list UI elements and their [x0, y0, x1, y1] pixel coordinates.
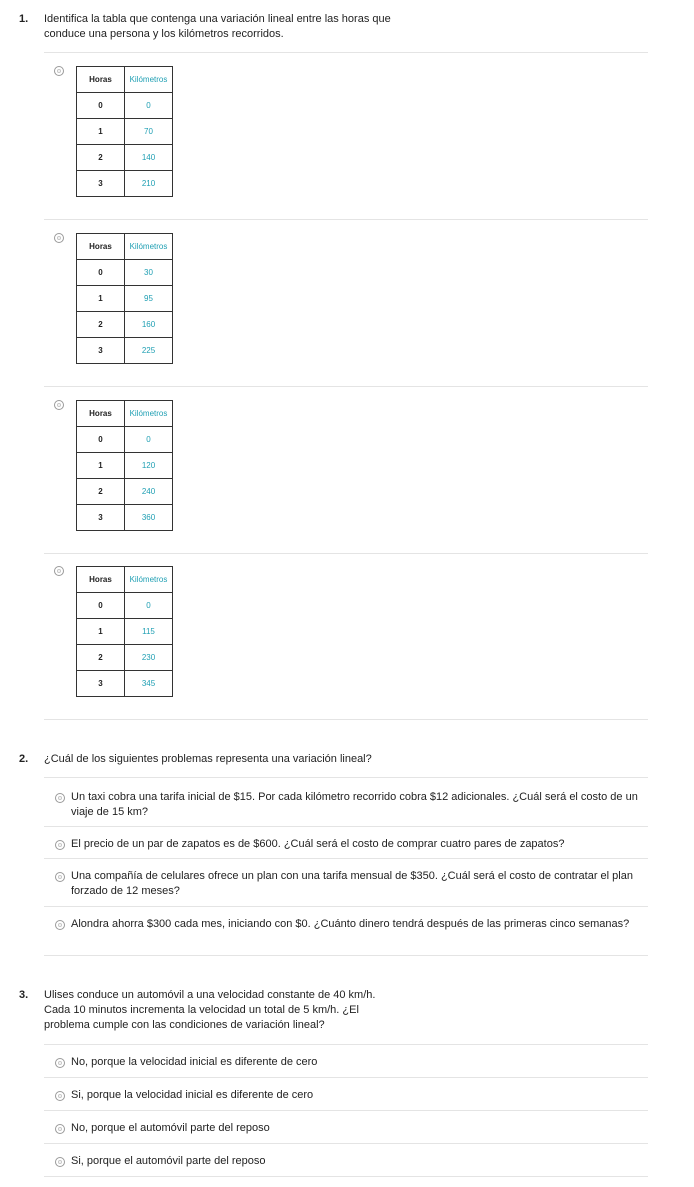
cell-hours: 3: [77, 171, 125, 197]
cell-hours: 0: [77, 427, 125, 453]
divider: [44, 1176, 648, 1177]
divider: [44, 1044, 648, 1045]
cell-hours: 2: [77, 645, 125, 671]
cell-hours: 3: [77, 671, 125, 697]
q2-option-c-radio[interactable]: [55, 872, 65, 882]
cell-hours: 1: [77, 119, 125, 145]
cell-hours: 0: [77, 593, 125, 619]
cell-km: 210: [125, 171, 173, 197]
q2-option-c-text[interactable]: Una compañía de celulares ofrece un plan con una tarifa mensual de $350. ¿Cuál será el costo de contratar el plan forzado de 12 meses?: [71, 870, 633, 897]
cell-km: 140: [125, 145, 173, 171]
divider: [44, 219, 648, 220]
question-2-number: 2.: [19, 753, 29, 765]
q2-option-b-radio[interactable]: [55, 840, 65, 850]
divider: [44, 906, 648, 907]
header-hours: Horas: [77, 567, 125, 593]
divider: [44, 1110, 648, 1111]
q2-option-d-text[interactable]: Alondra ahorra $300 cada mes, iniciando con $0. ¿Cuánto dinero tendrá después de las primeras cinco semanas?: [71, 918, 630, 930]
cell-hours: 2: [77, 145, 125, 171]
header-hours: Horas: [77, 234, 125, 260]
cell-km: 0: [125, 427, 173, 453]
question-3-text: Ulises conduce un automóvil a una velocidad constante de 40 km/h. Cada 10 minutos incrementa la velocidad un total de 5 km/h. ¿El problema cumple con las condiciones de variación lineal?: [44, 989, 376, 1031]
q3-option-c-radio[interactable]: [55, 1124, 65, 1134]
cell-hours: 2: [77, 312, 125, 338]
cell-km: 70: [125, 119, 173, 145]
q3-option-a-radio[interactable]: [55, 1058, 65, 1068]
q1-option-c-radio[interactable]: [54, 400, 64, 410]
cell-km: 225: [125, 338, 173, 364]
divider: [44, 1077, 648, 1078]
header-km: Kilómetros: [125, 567, 173, 593]
q3-option-a-text[interactable]: No, porque la velocidad inicial es diferente de cero: [71, 1056, 318, 1068]
cell-km: 160: [125, 312, 173, 338]
divider: [44, 719, 648, 720]
q1-option-b-radio[interactable]: [54, 233, 64, 243]
question-3-number: 3.: [19, 989, 29, 1001]
header-km: Kilómetros: [125, 67, 173, 93]
q2-option-d-radio[interactable]: [55, 920, 65, 930]
divider: [44, 826, 648, 827]
cell-km: 115: [125, 619, 173, 645]
header-hours: Horas: [77, 401, 125, 427]
divider: [44, 858, 648, 859]
cell-km: 240: [125, 479, 173, 505]
q3-option-d-text[interactable]: Si, porque el automóvil parte del reposo: [71, 1155, 266, 1167]
cell-km: 95: [125, 286, 173, 312]
cell-hours: 3: [77, 338, 125, 364]
cell-hours: 2: [77, 479, 125, 505]
q2-option-a-text[interactable]: Un taxi cobra una tarifa inicial de $15. Por cada kilómetro recorrido cobra $12 adicionales. ¿Cuál será el costo de un viaje de 15 km?: [71, 791, 638, 818]
question-1-number: 1.: [19, 13, 29, 25]
cell-km: 0: [125, 93, 173, 119]
question-2-text: ¿Cuál de los siguientes problemas representa una variación lineal?: [44, 753, 372, 765]
header-km: Kilómetros: [125, 234, 173, 260]
cell-hours: 0: [77, 93, 125, 119]
q3-option-c-text[interactable]: No, porque el automóvil parte del reposo: [71, 1122, 270, 1134]
q3-option-d-radio[interactable]: [55, 1157, 65, 1167]
divider: [44, 52, 648, 53]
divider: [44, 553, 648, 554]
header-hours: Horas: [77, 67, 125, 93]
header-km: Kilómetros: [125, 401, 173, 427]
cell-hours: 1: [77, 619, 125, 645]
q1-option-b-table[interactable]: [76, 233, 173, 364]
divider: [44, 955, 648, 956]
divider: [44, 777, 648, 778]
cell-km: 30: [125, 260, 173, 286]
cell-hours: 1: [77, 286, 125, 312]
cell-km: 120: [125, 453, 173, 479]
q2-option-a-radio[interactable]: [55, 793, 65, 803]
q2-option-b-text[interactable]: El precio de un par de zapatos es de $600. ¿Cuál será el costo de comprar cuatro pares de zapatos?: [71, 838, 565, 850]
cell-km: 230: [125, 645, 173, 671]
q3-option-b-text[interactable]: Si, porque la velocidad inicial es diferente de cero: [71, 1089, 314, 1101]
q1-option-a-radio[interactable]: [54, 66, 64, 76]
q1-option-d-table[interactable]: [76, 566, 173, 697]
q1-option-a-table[interactable]: [76, 66, 173, 197]
cell-hours: 0: [77, 260, 125, 286]
q1-option-d-radio[interactable]: [54, 566, 64, 576]
cell-km: 360: [125, 505, 173, 531]
question-1-text: Identifica la tabla que contenga una variación lineal entre las horas que conduce una persona y los kilómetros recorridos.: [44, 13, 391, 40]
divider: [44, 1143, 648, 1144]
cell-hours: 3: [77, 505, 125, 531]
q1-option-c-table[interactable]: [76, 400, 173, 531]
q3-option-b-radio[interactable]: [55, 1091, 65, 1101]
divider: [44, 386, 648, 387]
cell-km: 345: [125, 671, 173, 697]
cell-km: 0: [125, 593, 173, 619]
cell-hours: 1: [77, 453, 125, 479]
